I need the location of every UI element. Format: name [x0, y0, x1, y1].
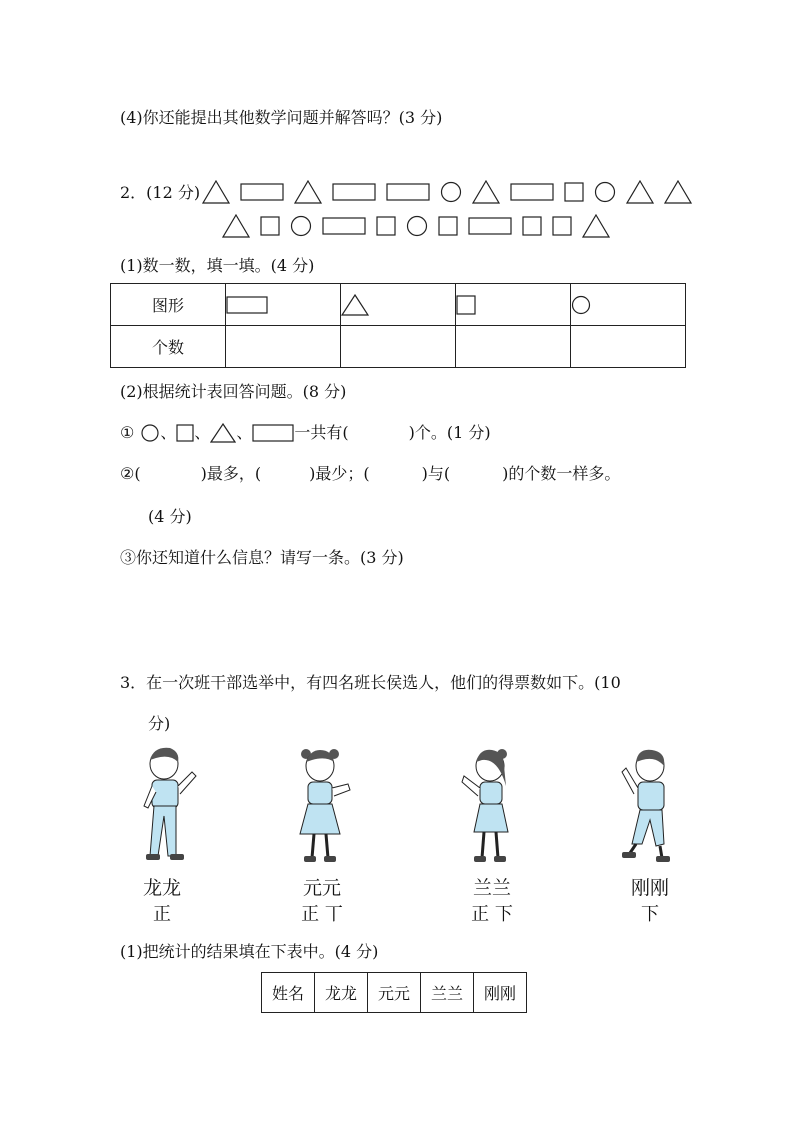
rectangle-shape — [226, 296, 268, 314]
vote-table-header-name: 姓名 — [262, 973, 315, 1013]
girl-figure-lanlan — [454, 746, 524, 866]
candidate-name: 刚刚 — [630, 877, 669, 899]
q2-part2: (2)根据统计表回答问题。(8 分) — [120, 382, 347, 401]
triangle-shape — [222, 214, 250, 238]
circle-shape — [406, 215, 428, 237]
sub1-sep: 、 — [160, 423, 177, 442]
q2-shapes-row1 — [202, 180, 692, 204]
triangle-shape — [202, 180, 230, 204]
q2-shapes-row2 — [222, 214, 610, 238]
sub2-part-c: )最少；( — [309, 464, 370, 483]
triangle-shape — [626, 180, 654, 204]
q2-prefix: 2．(12 分) — [120, 183, 201, 202]
candidate-name: 元元 — [302, 877, 341, 899]
square-shape — [564, 182, 584, 202]
triangle-shape — [664, 180, 692, 204]
q3-title: 3．在一次班干部选举中，有四名班长侯选人，他们的得票数如下。(10 — [120, 673, 621, 692]
candidate-name: 兰兰 — [472, 877, 511, 899]
sub1-number: ① — [120, 423, 135, 442]
square-shape — [522, 216, 542, 236]
triangle-shape — [472, 180, 500, 204]
square-shape — [456, 295, 476, 315]
candidate-ganggang — [622, 873, 678, 926]
sub2-part-d: )与( — [421, 464, 451, 483]
q2-part1: (1)数一数，填一填。(4 分) — [120, 256, 315, 275]
sub1-text-b: )个。(1 分) — [408, 423, 491, 442]
table-header-shape: 图形 — [111, 284, 226, 326]
girl-figure-yuanyuan — [292, 746, 362, 866]
q2-sub1 — [120, 422, 491, 444]
sub1-text-a: 一共有( — [294, 423, 349, 442]
triangle-shape — [210, 423, 236, 443]
triangle-shape — [341, 294, 369, 316]
q3-title-cont: 分) — [148, 714, 171, 733]
square-shape — [552, 216, 572, 236]
table-col-circle — [571, 284, 686, 326]
table-col-triangle — [341, 284, 456, 326]
count-cell-rectangle[interactable] — [226, 326, 341, 368]
circle-shape — [290, 215, 312, 237]
vote-table-header-lanlan: 兰兰 — [421, 973, 474, 1013]
candidate-tally: 正 下 — [471, 904, 513, 925]
sub2-part-a: ②( — [120, 464, 141, 483]
rectangle-shape — [322, 217, 366, 235]
square-shape — [438, 216, 458, 236]
rectangle-shape — [332, 183, 376, 201]
count-cell-square[interactable] — [456, 326, 571, 368]
vote-table-header-longlong: 龙龙 — [315, 973, 368, 1013]
candidate-name: 龙龙 — [142, 877, 181, 899]
rectangle-shape — [240, 183, 284, 201]
triangle-shape — [294, 180, 322, 204]
q2-sub2-score: (4 分) — [148, 507, 192, 526]
circle-shape — [571, 295, 591, 315]
sub2-part-e: )的个数一样多。 — [502, 464, 621, 483]
candidate-tally: 正 丅 — [301, 904, 343, 925]
candidate-tally: 下 — [641, 904, 659, 925]
triangle-shape — [582, 214, 610, 238]
table-col-square — [456, 284, 571, 326]
rectangle-shape — [468, 217, 512, 235]
circle-shape — [440, 181, 462, 203]
rectangle-shape — [386, 183, 430, 201]
vote-table-header-ganggang: 刚刚 — [474, 973, 527, 1013]
q2-sub3: ③你还知道什么信息？请写一条。(3 分) — [120, 548, 404, 567]
boy-figure-ganggang — [618, 746, 688, 866]
candidate-longlong — [134, 873, 190, 926]
shape-count-table — [110, 283, 686, 368]
table-header-count: 个数 — [111, 326, 226, 368]
candidate-lanlan — [462, 873, 522, 926]
candidate-yuanyuan — [292, 873, 352, 926]
q2-sub2 — [120, 463, 620, 485]
count-cell-triangle[interactable] — [341, 326, 456, 368]
square-shape — [176, 424, 194, 442]
sub2-part-b: )最多，( — [200, 464, 262, 483]
q3-part1: (1)把统计的结果填在下表中。(4 分) — [120, 942, 379, 961]
circle-shape — [140, 423, 160, 443]
square-shape — [260, 216, 280, 236]
vote-table — [261, 972, 527, 1013]
candidate-tally: 正 — [153, 904, 171, 925]
vote-table-header-yuanyuan: 元元 — [368, 973, 421, 1013]
sub1-sep: 、 — [236, 423, 253, 442]
sub1-sep: 、 — [194, 423, 211, 442]
square-shape — [376, 216, 396, 236]
circle-shape — [594, 181, 616, 203]
boy-figure-longlong — [134, 746, 204, 866]
rectangle-shape — [510, 183, 554, 201]
q1-part4: (4)你还能提出其他数学问题并解答吗？(3 分) — [120, 108, 443, 127]
rectangle-shape — [252, 424, 294, 442]
count-cell-circle[interactable] — [571, 326, 686, 368]
table-col-rectangle — [226, 284, 341, 326]
